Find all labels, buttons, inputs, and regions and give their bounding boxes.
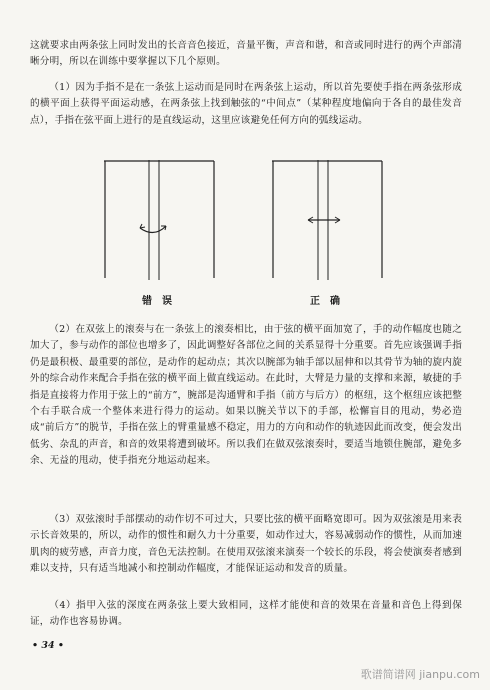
- paragraph-intro: 这就要求由两条弦上同时发出的长音音色接近，音量平衡，声音和谐，和音或同时进行的两个声部清晰分明，所以在训练中要掌握以下几个原则。: [30, 40, 462, 68]
- paragraph-principle-2: （2）在双弦上的滚奏与在一条弦上的滚奏相比，由于弦的横平面加宽了，手的动作幅度也随之加大了，参与动作的部位也增多了，因此调整好各部位之间的关系显得十分重要。首先应该强调手指仍是最积极、最重要的部位，是动作的起动点；其次以腕部为轴手部以屈伸和以其骨节为轴的旋内旋外的综合动作来配合手指在弦的横平面上做直线运动。在此时，大臂是力量的支撑和来源，敏捷的手指是直接将力作用于弦上的“前方”，腕部是沟通臂和手指（前方与后方）的枢纽，这个枢纽应该把整个右手联合成一个整体来进行得力的运动。如果以腕关节以下的手部，松懈盲目的甩动，势必造成“前后方”的脱节，手指在弦上的臂重量感不稳定，用力的方向和动作的轨迹因此而改变，便会发出低劣、杂乱的声音，和音的效果将遭到破坏。所以我们在做双弦滚奏时，要适当地锁住腕部，避免多余、无益的甩动，使手指充分地运动起来。: [30, 324, 462, 467]
- figure-wrong: [104, 160, 216, 307]
- paragraph-principle-3: （3）双弦滚时手部摆动的动作切不可过大，只要比弦的横平面略宽即可。因为双弦滚是用来表示长音效果的，所以，动作的惯性和耐久力十分重要，如动作过大，容易减弱动作的惯性，从而加速肌肉的疲劳感，声音力度，音色无法控制。在使用双弦滚来演奏一个较长的乐段，将会使演奏者感到难以支持，只有适当地减小和控制动作幅度，才能保证运动和发音的质量。: [30, 514, 462, 575]
- wrong-motion-diagram: [104, 160, 216, 280]
- watermark: 歌谱简谱网 jianpu.com: [360, 668, 480, 681]
- figure-right: [272, 160, 384, 307]
- paragraph-principle-4: （4）指甲入弦的深度在两条弦上要大致相同，这样才能使和音的效果在音量和音色上得到保证，动作也容易协调。: [30, 600, 462, 628]
- paragraph-principle-1: （1）因为手指不是在一条弦上运动而是同时在两条弦上运动，所以首先要使手指在两条弦形成的横平面上获得平面运动感，在两条弦上找到触弦的“中间点”（某种程度地偏向于各自的最佳发音点），手指在弦平面上进行的是直线运动，这里应该避免任何方向的弧线运动。: [30, 82, 462, 126]
- page-number: • 34 •: [32, 640, 64, 651]
- right-motion-diagram: [272, 160, 384, 280]
- caption-right: 正确: [310, 296, 350, 307]
- caption-wrong: 错误: [142, 296, 182, 307]
